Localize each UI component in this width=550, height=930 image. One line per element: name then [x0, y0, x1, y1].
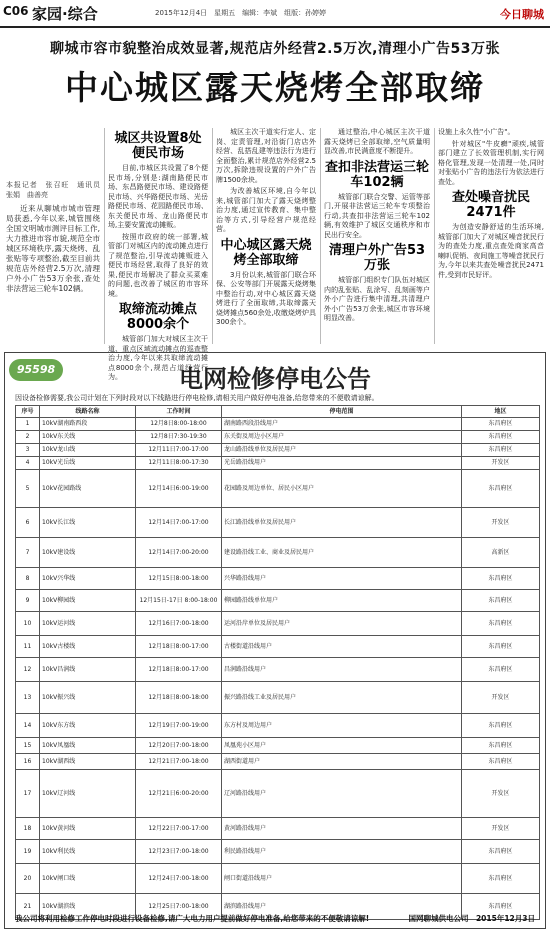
column-header: 线路名称 — [40, 406, 136, 418]
table-cell-time: 12月14日7:00-17:00 — [136, 508, 222, 538]
column-header: 停电范围 — [222, 406, 462, 418]
notice-footer-note: 我公司将利用检修工作停电时段进行设备检修,请广大电力用户提前做好停电准备,给您带来的不便敬请谅解! — [15, 914, 370, 923]
article-column-3 — [216, 128, 316, 344]
outage-table — [15, 405, 540, 920]
table-cell-area: 东昌府区 — [462, 612, 540, 636]
table-cell-time: 12月14日7:00-20:00 — [136, 538, 222, 568]
table-cell-no: 7 — [16, 538, 40, 568]
table-row — [16, 738, 540, 754]
table-cell-line: 10kV湖南路西段 — [40, 418, 136, 431]
paragraph: 按照市政府的统一部署,城管部门对城区内的流动摊点进行了规范整治,引导流动摊贩进入便民市场经营,取得了良好的效果,便民市场解决了群众买菜难的问题,也改善了城区的市容环境。 — [108, 232, 208, 298]
article-byline: 本报记者 张召旺 通讯员 张娟 曲善亮 — [6, 181, 107, 199]
table-cell-time: 12月19日7:00-19:00 — [136, 714, 222, 738]
table-cell-time: 12月25日7:00-18:00 — [136, 894, 222, 920]
table-cell-area: 东昌府区 — [462, 590, 540, 612]
table-cell-no: 5 — [16, 470, 40, 508]
table-cell-time: 12月8日8:00-18:00 — [136, 418, 222, 431]
article-column-1 — [6, 180, 107, 344]
section-heading: 查处噪音扰民2471件 — [451, 190, 530, 220]
table-cell-range: 闸口街道沿线用户 — [222, 864, 462, 894]
table-row — [16, 636, 540, 658]
table-cell-line: 10kV昌润线 — [40, 658, 136, 682]
table-row — [16, 590, 540, 612]
table-cell-line: 10kV兴华线 — [40, 568, 136, 590]
table-cell-area: 东昌府区 — [462, 894, 540, 920]
table-cell-range: 东方村及周边用户 — [222, 714, 462, 738]
table-cell-line: 10kV凤凰线 — [40, 738, 136, 754]
table-row — [16, 864, 540, 894]
table-cell-time: 12月11日8:00-17:30 — [136, 457, 222, 470]
table-cell-line: 10kV建设线 — [40, 538, 136, 568]
section-heading: 中心城区露天烧烤全部取缔 — [220, 237, 312, 268]
table-cell-time: 12月18日8:00-18:00 — [136, 682, 222, 714]
section-heading: 城区共设置8处便民市场 — [114, 131, 202, 161]
table-cell-line: 10kV龙山线 — [40, 444, 136, 457]
table-cell-line: 10kV光岳线 — [40, 457, 136, 470]
table-cell-no: 1 — [16, 418, 40, 431]
table-cell-time: 12月15日8:00-18:00 — [136, 568, 222, 590]
section-heading: 清理户外广告53万张 — [328, 243, 426, 273]
article-column-2 — [108, 128, 208, 381]
paragraph: 目前,市城区共设置了8个便民市场,分别是:湖南路便民市场、东昌路便民市场、建设路便民市场、兴华路便民市场、光岳路便民市场、花园路便民市场、东关便民市场、龙山路便民市场,主要安置流动摊贩。 — [108, 164, 208, 229]
page-header — [0, 0, 550, 28]
table-cell-area: 东昌府区 — [462, 444, 540, 457]
table-cell-no: 20 — [16, 864, 40, 894]
table-row — [16, 682, 540, 714]
table-row — [16, 418, 540, 431]
table-cell-range: 柳园路沿线单位用户 — [222, 590, 462, 612]
page-number: C06 — [3, 4, 29, 18]
table-row — [16, 612, 540, 636]
table-cell-range: 兴华路沿线用户 — [222, 568, 462, 590]
table-cell-no: 4 — [16, 457, 40, 470]
table-cell-no: 21 — [16, 894, 40, 920]
table-cell-range: 辽河路沿线用户 — [222, 770, 462, 818]
table-row — [16, 818, 540, 840]
table-cell-no: 3 — [16, 444, 40, 457]
table-cell-range: 光岳路沿线用户 — [222, 457, 462, 470]
table-row — [16, 840, 540, 864]
table-cell-line: 10kV湖西线 — [40, 754, 136, 770]
article-lead: 近来从聊城市城市管理局获悉,今年以来,城管围绕全国文明城市测评目标工作,大力推进市容市貌,规范全市城区环境秩序,露天烧烤、乱张贴等专项整治,截至目前共规范店外经营2.5万次,清理户外小广告53万余张,查处非法营运三轮车102辆。 — [6, 204, 100, 293]
paragraph: 通过整治,中心城区主次干道露天烧烤已全部取缔,空气质量明显改善,市民满意度不断提升。 — [324, 128, 430, 155]
paragraph: 城管部门组织专门队伍对城区内的乱张贴、乱涂写、乱刻画等户外小广告进行集中清理,共清理户外小广告53万余张,城区市容环境明显改善。 — [324, 276, 430, 322]
table-cell-time: 12月20日7:00-18:00 — [136, 738, 222, 754]
article-headline: 中心城区露天烧烤全部取缔 — [65, 68, 485, 107]
table-cell-no: 14 — [16, 714, 40, 738]
table-row — [16, 714, 540, 738]
table-cell-time: 12月21日6:00-20:00 — [136, 770, 222, 818]
table-cell-time: 12月18日8:00-17:00 — [136, 636, 222, 658]
service-hotline-logo: 95598 — [9, 359, 63, 381]
paragraph: 为创造安静舒适的生活环境,城管部门加大了对城区噪音扰民行为的查处力度,重点查处商家高音喇叭促销、夜间施工等噪音扰民行为,今年以来共查处噪音扰民2471件,受到市民好评。 — [438, 223, 544, 279]
table-cell-range: 古楼街道沿线用户 — [222, 636, 462, 658]
section-heading: 取缔流动摊点8000余个 — [118, 302, 197, 332]
section-title: 家园·综合 — [32, 5, 98, 23]
table-cell-no: 8 — [16, 568, 40, 590]
table-cell-range: 湖西街道用户 — [222, 754, 462, 770]
header-meta: 2015年12月4日 星期五 编辑：李斌 组版：孙婷婷 — [155, 9, 327, 17]
notice-signature: 国网聊城供电公司 2015年12月3日 — [408, 914, 535, 923]
table-cell-range: 建设路沿线工业、商业及居民用户 — [222, 538, 462, 568]
table-cell-line: 10kV花园路线 — [40, 470, 136, 508]
table-cell-time: 12月21日7:00-18:00 — [136, 754, 222, 770]
table-cell-range: 长江路沿线单位及居民用户 — [222, 508, 462, 538]
table-cell-time: 12月18日8:00-17:00 — [136, 658, 222, 682]
notice-footer — [15, 913, 535, 924]
table-cell-area: 东昌府区 — [462, 431, 540, 444]
table-cell-area: 东昌府区 — [462, 840, 540, 864]
paragraph: 设施上永久性"小广告"。 — [438, 128, 515, 136]
table-cell-line: 10kV利民线 — [40, 840, 136, 864]
table-cell-time: 12月8日7:30-19:30 — [136, 431, 222, 444]
table-row — [16, 568, 540, 590]
table-cell-line: 10kV辽河线 — [40, 770, 136, 818]
table-cell-time: 12月15日-17日 8:00-18:00 — [136, 590, 222, 612]
table-cell-area: 东昌府区 — [462, 714, 540, 738]
table-cell-time: 12月22日7:00-17:00 — [136, 818, 222, 840]
table-cell-no: 10 — [16, 612, 40, 636]
notice-intro: 因设备检修需要,我公司计划在下列时段对以下线路进行停电检修,请相关用户做好停电准备,给您带来的不便敬请谅解。 — [15, 394, 379, 402]
table-cell-line: 10kV黄河线 — [40, 818, 136, 840]
table-cell-range: 黄河路沿线用户 — [222, 818, 462, 840]
table-cell-area: 东昌府区 — [462, 738, 540, 754]
table-cell-no: 6 — [16, 508, 40, 538]
column-header: 工作时间 — [136, 406, 222, 418]
table-row — [16, 770, 540, 818]
table-cell-range: 东关街及周边小区用户 — [222, 431, 462, 444]
table-cell-no: 9 — [16, 590, 40, 612]
table-cell-no: 11 — [16, 636, 40, 658]
table-cell-area: 东昌府区 — [462, 658, 540, 682]
paragraph: 城管部门加大对城区主次干道、重点区域流动摊点的巡查整治力度,今年以来共取缔流动摊点8000余个,规范占道经营行为。 — [108, 335, 208, 381]
table-cell-no: 16 — [16, 754, 40, 770]
paragraph: 为改善城区环境,自今年以来,城管部门加大了露天烧烤整治力度,通过宣传教育、集中整治等方式,引导经营户规范经营。 — [216, 187, 316, 233]
table-row — [16, 444, 540, 457]
table-cell-no: 2 — [16, 431, 40, 444]
power-outage-notice — [4, 352, 546, 929]
table-cell-no: 17 — [16, 770, 40, 818]
table-cell-range: 昌润路沿线用户 — [222, 658, 462, 682]
table-row — [16, 470, 540, 508]
paragraph: 城管部门联合交警、运管等部门,开展非法营运三轮车专项整治行动,共查扣非法营运三轮车102辆,有效维护了城区交通秩序和市民出行安全。 — [324, 192, 430, 239]
article-column-4 — [324, 128, 430, 344]
table-cell-area: 开发区 — [462, 818, 540, 840]
table-cell-area: 开发区 — [462, 508, 540, 538]
table-cell-area: 开发区 — [462, 770, 540, 818]
table-cell-area: 东昌府区 — [462, 636, 540, 658]
table-cell-range: 龙山路沿线单位及居民用户 — [222, 444, 462, 457]
paragraph: 3月份以来,城管部门联合环保、公安等部门开展露天烧烤集中整治行动,对中心城区露天烧烤进行了全面取缔,共取缔露天烧烤摊点560余处,收缴烧烤炉具300余个。 — [216, 270, 316, 326]
column-header: 地区 — [462, 406, 540, 418]
table-cell-no: 13 — [16, 682, 40, 714]
column-header: 序号 — [16, 406, 40, 418]
table-cell-area: 东昌府区 — [462, 568, 540, 590]
table-row — [16, 431, 540, 444]
table-cell-line: 10kV闸口线 — [40, 864, 136, 894]
table-cell-range: 湖滨路沿线用户 — [222, 894, 462, 920]
outage-table-body — [16, 418, 540, 920]
table-cell-line: 10kV湖滨线 — [40, 894, 136, 920]
newspaper-name: 今日聊城 — [500, 8, 544, 21]
table-cell-line: 10kV东关线 — [40, 431, 136, 444]
column-rule — [212, 128, 213, 344]
table-cell-line: 10kV柳园线 — [40, 590, 136, 612]
notice-title: 电网检修停电公告 — [179, 365, 371, 393]
paragraph: 针对城区"牛皮癣"顽疾,城管部门建立了长效管理机制,实行网格化管理,发现一处清理一处,同时对张贴小广告的违法行为依法进行查处。 — [438, 139, 544, 186]
table-cell-line: 10kV长江线 — [40, 508, 136, 538]
table-cell-area: 东昌府区 — [462, 470, 540, 508]
table-cell-line: 10kV振兴线 — [40, 682, 136, 714]
table-cell-range: 振兴路沿线工业及居民用户 — [222, 682, 462, 714]
table-header-row — [16, 406, 540, 418]
table-row — [16, 508, 540, 538]
table-cell-no: 15 — [16, 738, 40, 754]
table-cell-time: 12月23日7:00-18:00 — [136, 840, 222, 864]
table-cell-range: 凤凰苑小区用户 — [222, 738, 462, 754]
article-column-5 — [438, 128, 544, 344]
table-cell-area: 开发区 — [462, 682, 540, 714]
column-rule — [320, 128, 321, 344]
column-rule — [104, 128, 105, 344]
table-row — [16, 658, 540, 682]
column-rule — [434, 128, 435, 344]
table-cell-area: 东昌府区 — [462, 864, 540, 894]
table-cell-range: 利民路沿线用户 — [222, 840, 462, 864]
section-heading: 查扣非法营运三轮车102辆 — [324, 159, 429, 190]
table-cell-no: 12 — [16, 658, 40, 682]
table-cell-range: 湖南路西段沿线用户 — [222, 418, 462, 431]
table-cell-area: 东昌府区 — [462, 418, 540, 431]
table-cell-time: 12月16日7:00-18:00 — [136, 612, 222, 636]
table-cell-range: 运河沿岸单位及居民用户 — [222, 612, 462, 636]
table-cell-time: 12月11日7:00-17:00 — [136, 444, 222, 457]
table-row — [16, 457, 540, 470]
table-cell-time: 12月14日6:00-19:00 — [136, 470, 222, 508]
table-cell-line: 10kV运河线 — [40, 612, 136, 636]
paragraph: 城区主次干道实行定人、定岗、定责管理,对沿街门店店外经营、乱搭乱建等违法行为进行全面整治,累计规范店外经营2.5万次,拆除违规设置的户外广告牌1500余块。 — [216, 128, 316, 184]
table-cell-no: 19 — [16, 840, 40, 864]
table-cell-area: 开发区 — [462, 457, 540, 470]
table-cell-area: 高新区 — [462, 538, 540, 568]
table-cell-no: 18 — [16, 818, 40, 840]
table-row — [16, 754, 540, 770]
table-cell-time: 12月24日7:00-18:00 — [136, 864, 222, 894]
table-cell-line: 10kV东方线 — [40, 714, 136, 738]
table-row — [16, 538, 540, 568]
table-cell-range: 花园路及周边单位、居民小区用户 — [222, 470, 462, 508]
table-cell-line: 10kV古楼线 — [40, 636, 136, 658]
table-cell-area: 东昌府区 — [462, 754, 540, 770]
article-subheadline: 聊城市容市貌整治成效显著,规范店外经营2.5万次,清理小广告53万张 — [50, 41, 500, 57]
